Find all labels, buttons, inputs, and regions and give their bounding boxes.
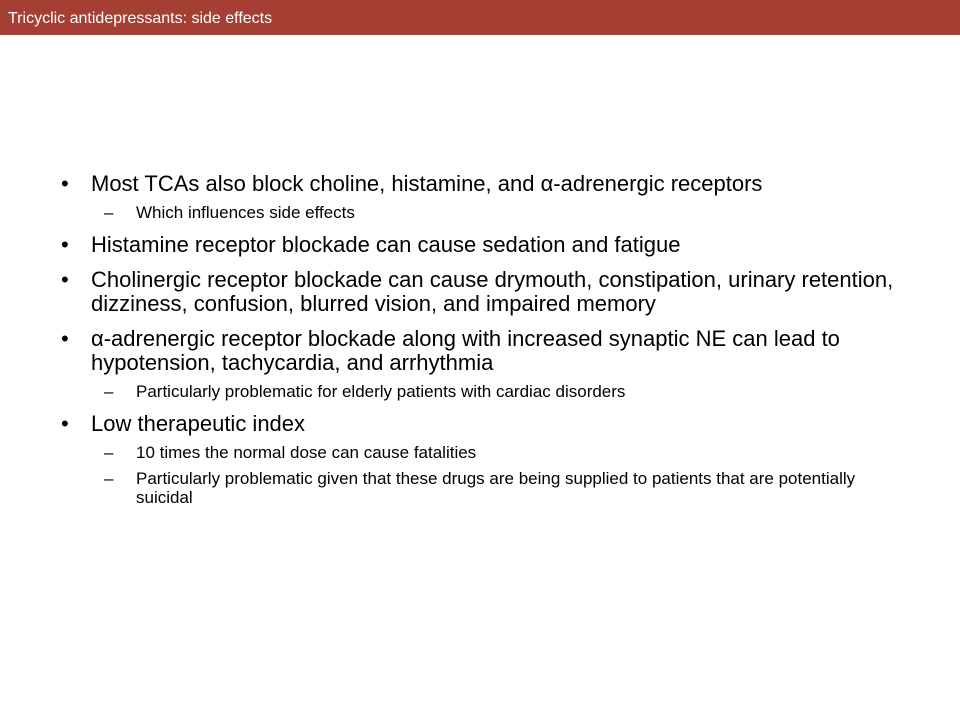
bullet-item <box>62 412 902 436</box>
bullet-marker: • <box>61 326 69 351</box>
sub-bullet-text: Particularly problematic for elderly patients with cardiac disorders <box>136 382 626 401</box>
bullet-marker: • <box>61 267 69 292</box>
slide-title: Tricyclic antidepressants: side effects <box>8 10 273 27</box>
bullet-text: Low therapeutic index <box>91 411 306 436</box>
bullet-text: Most TCAs also block choline, histamine, and α-adrenergic receptors <box>91 171 763 196</box>
dash-marker: – <box>104 469 114 488</box>
dash-marker: – <box>104 203 114 222</box>
sub-bullet-item <box>62 443 902 462</box>
bullet-marker: • <box>61 411 69 436</box>
sub-bullet-text: Which influences side effects <box>136 203 355 222</box>
bullet-text: Cholinergic receptor blockade can cause drymouth, constipation, urinary retention, dizziness, confusion, blurred vision, and impaired memory <box>91 267 894 316</box>
bullet-item <box>62 327 902 375</box>
dash-marker: – <box>104 382 114 401</box>
sub-bullet-item <box>62 469 902 507</box>
dash-marker: – <box>104 443 114 462</box>
bullet-marker: • <box>61 232 69 257</box>
slide-body <box>62 172 902 507</box>
bullet-item <box>62 268 902 316</box>
title-bar <box>0 0 960 35</box>
bullet-item <box>62 233 902 257</box>
sub-bullet-text: 10 times the normal dose can cause fatalities <box>136 443 477 462</box>
sub-bullet-item <box>62 203 902 222</box>
sub-bullet-item <box>62 382 902 401</box>
sub-bullet-text: Particularly problematic given that these drugs are being supplied to patients that are potentially suicidal <box>136 469 856 507</box>
bullet-text: α-adrenergic receptor blockade along with increased synaptic NE can lead to hypotension, tachycardia, and arrhythmia <box>91 326 840 375</box>
bullet-item <box>62 172 902 196</box>
bullet-marker: • <box>61 171 69 196</box>
bullet-text: Histamine receptor blockade can cause sedation and fatigue <box>91 232 681 257</box>
